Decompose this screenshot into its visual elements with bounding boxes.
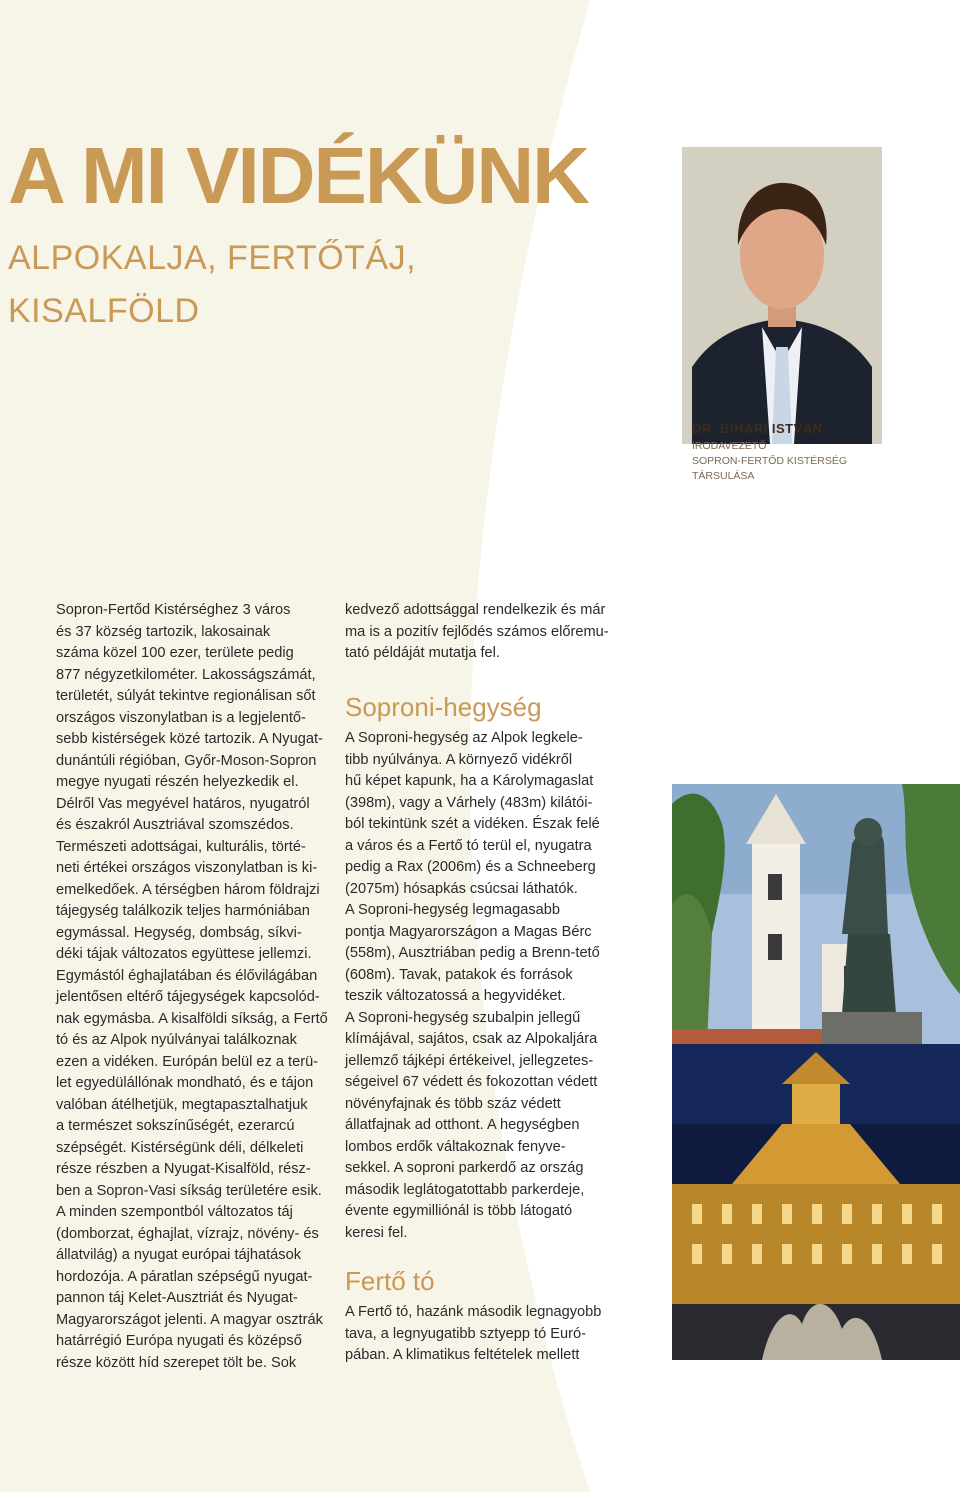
left-line: és északról Ausztriával szomszédos. [56, 817, 294, 833]
right-line: tató példáját mutatja fel. [345, 645, 500, 661]
left-column-text [56, 600, 328, 1374]
section1-line: teszik változatossá a hegyvidéket. [345, 988, 566, 1004]
left-line: neti értékei országos viszonylatban is ki- [56, 860, 318, 876]
section1-line: sekkel. A soproni parkerdő az ország [345, 1160, 584, 1176]
statue-church-photo [672, 784, 960, 1044]
left-line: állatvilág) a nyugat európai tájhatások [56, 1247, 302, 1263]
author-org-line2: TÁRSULÁSA [692, 470, 755, 483]
author-portrait-image [682, 147, 882, 444]
left-line: tó és az Alpok nyúlványai találkoznak [56, 1032, 297, 1048]
section1-line: A Soproni-hegység az Alpok legkele- [345, 730, 583, 746]
right-line: ma is a pozitív fejlődés számos előremu- [345, 623, 609, 640]
left-line: része részben a Nyugat-Kisalföld, rész- [56, 1161, 311, 1177]
section1-line: ségeivel 67 védett és fokozottan védett [345, 1074, 598, 1090]
right-intro-text [345, 600, 615, 665]
section1-line: keresi fel. [345, 1224, 408, 1241]
left-line: szépségét. Kistérségünk déli, délkeleti [56, 1139, 304, 1156]
section-heading-soproni-hegyseg: Soproni-hegység [345, 692, 542, 722]
left-line: tájegység találkozik teljes harmóniában [56, 903, 310, 919]
palace-night-photo [672, 1044, 960, 1360]
section1-line: A Soproni-hegység szubalpin jellegű [345, 1009, 581, 1026]
section1-line: évente egymilliónál is több látogató [345, 1203, 573, 1219]
left-line: határrégió Európa nyugati és középső [56, 1333, 302, 1349]
section1-line: (608m). Tavak, patakok és források [345, 966, 573, 983]
section1-line: (2075m) hósapkás csúcsai láthatók. [345, 880, 578, 897]
section1-line: ból tekintünk szét a vidéken. Észak felé [345, 816, 600, 832]
left-line: hordozója. A páratlan szépségű nyugat- [56, 1268, 313, 1285]
left-line: egymással. Hegység, dombság, síkvi- [56, 924, 302, 941]
page-subtitle: ALPOKALJA, FERTŐTÁJ, KISALFÖLD [8, 239, 417, 330]
left-line: pannon táj Kelet-Ausztriát és Nyugat- [56, 1290, 298, 1306]
left-line: valóban átélhetjük, megtapasztalhatjuk [56, 1096, 308, 1113]
left-line: Délről Vas megyével határos, nyugatról [56, 795, 310, 812]
page-title: A MI VIDÉKÜNK [8, 131, 588, 220]
section1-line: pedig a Rax (2006m) és a Schneeberg [345, 859, 596, 875]
section1-line: növényfajnak és több száz védett [345, 1095, 561, 1112]
section1-line: állatfajnak ad otthont. A hegységben [345, 1117, 580, 1133]
left-line: országos viszonylatban is a legjelentő- [56, 709, 306, 726]
left-line: Természeti adottságai, kulturális, törté- [56, 838, 306, 855]
left-line: Egymástól éghajlatában és élővilágában [56, 967, 318, 984]
section-soproni-hegyseg-text [345, 728, 600, 1244]
left-line: jelentősen eltérő tájegységek kapcsolód- [56, 989, 320, 1005]
section1-line: klímájával, sajátos, csak az Alpokaljára [345, 1031, 598, 1047]
section2-line: A Fertő tó, hazánk második legnagyobb [345, 1304, 602, 1320]
left-line: Magyarországot jelenti. A magyar osztrák [56, 1311, 323, 1328]
section1-line: hű képet kapunk, ha a Károlymagaslat [345, 773, 594, 789]
left-line: (domborzat, éghajlat, vízrajz, növény- és [56, 1225, 319, 1242]
left-line: része között híd szerepet tölt be. Sok [56, 1354, 297, 1371]
section-heading-ferto-to: Fertő tó [345, 1266, 435, 1296]
left-line: déki tájak változatos együttese jellemzi. [56, 946, 312, 962]
author-org-line1: SOPRON-FERTŐD KISTÉRSÉG [692, 455, 847, 468]
left-line: a természet sokszínűségét, ezerarcú [56, 1118, 295, 1134]
section1-line: jellemző tájképi értékeivel, jellegzetes- [345, 1052, 594, 1069]
right-line: kedvező adottsággal rendelkezik és már [345, 602, 606, 618]
section1-line: tibb nyúlványa. A környező vidékről [345, 751, 573, 768]
left-line: Sopron-Fertőd Kistérséghez 3 város [56, 602, 291, 618]
section1-line: (558m), Ausztriában pedig a Brenn-tető [345, 945, 600, 961]
section1-line: a város és a Fertő tó terül el, nyugatra [345, 837, 592, 854]
left-line: 877 négyzetkilométer. Lakosságszámát, [56, 666, 316, 683]
left-line: területét, súlyát tekintve regionálisan sőt [56, 688, 316, 704]
section1-line: pontja Magyarországon a Magas Bérc [345, 923, 592, 940]
left-line: emelkedőek. A térségben három földrajzi [56, 881, 320, 898]
left-line: és 37 község tartozik, lakosainak [56, 623, 271, 640]
section1-line: lombos erdők váltakoznak fenyve- [345, 1138, 566, 1155]
left-line: dunántúli régióban, Győr-Moson-Sopron [56, 752, 317, 769]
section2-line: tava, a legnyugatibb sztyepp tó Euró- [345, 1325, 586, 1342]
left-line: sebb kistérségek közé tartozik. A Nyugat- [56, 731, 323, 747]
section1-line: (398m), vagy a Várhely (483m) kilátói- [345, 794, 593, 811]
left-line: ezen a vidéken. Európán belül ez a terü- [56, 1053, 319, 1070]
left-line: let egyedülállónak mondható, és e tájon [56, 1075, 314, 1091]
left-line: A minden szempontból változatos táj [56, 1204, 293, 1220]
photo-stack [672, 784, 960, 1360]
section1-line: A Soproni-hegység legmagasabb [345, 902, 561, 918]
left-line: nak egymásba. A kisalföldi síkság, a Fertő [56, 1010, 328, 1027]
section-ferto-to-text [345, 1302, 601, 1367]
author-name: DR. BIHARI ISTVÁN [692, 421, 823, 436]
section2-line: pában. A klimatikus feltételek mellett [345, 1347, 580, 1363]
left-line: ben a Sopron-Vasi síkság területére esik. [56, 1182, 322, 1199]
left-line: száma közel 100 ezer, területe pedig [56, 645, 294, 661]
left-line: megye nyugati részén helyezkedik el. [56, 774, 299, 790]
author-caption [692, 420, 872, 485]
section1-line: második leglátogatottabb parkerdeje, [345, 1181, 585, 1198]
author-role: IRODAVEZETŐ [692, 439, 767, 452]
